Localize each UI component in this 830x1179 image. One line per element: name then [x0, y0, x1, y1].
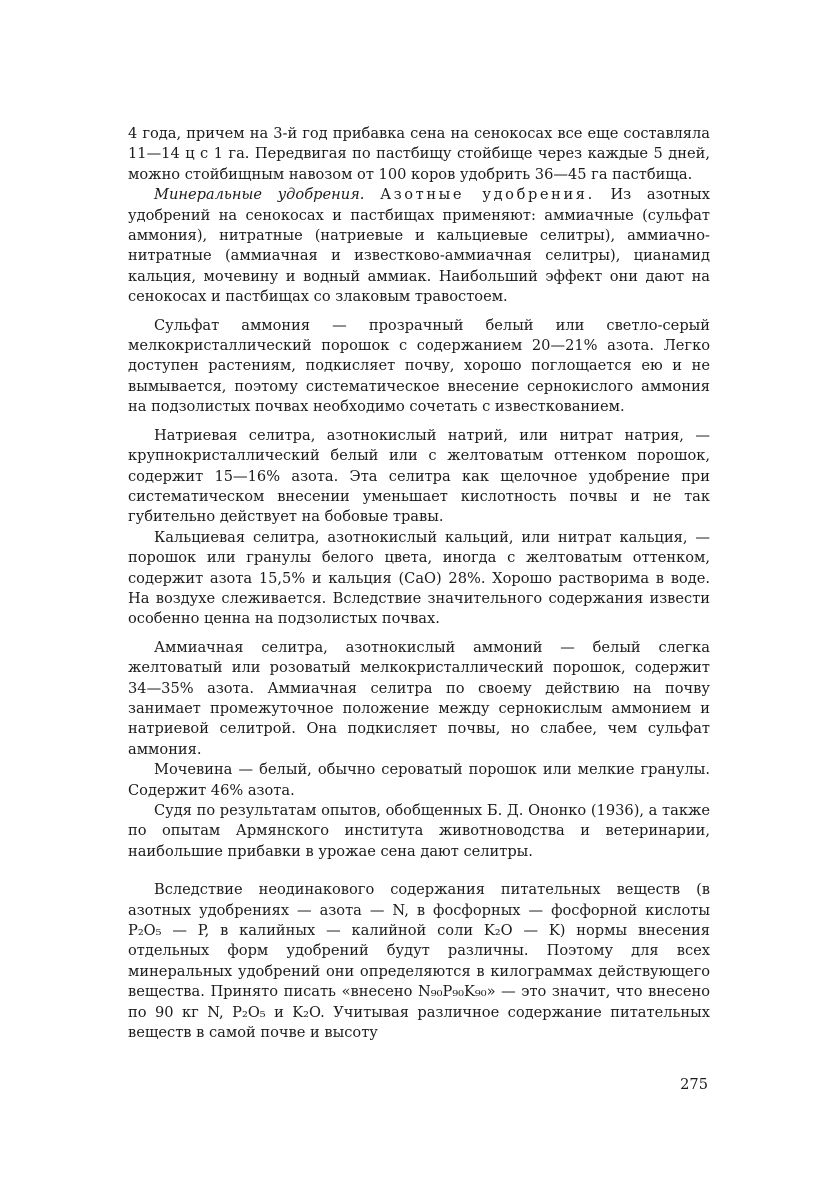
paragraph-ammonium-nitrate: Аммиачная селитра, азотнокислый аммоний — белый слегка желтоватый или розоватый мелкокристаллический порошок, содержит 34—35% азота. Аммиачная селитра по своему действию на почву занимает промежуточное положение между сернокислым аммонием и натриевой селитрой. Она подкисляет почвы, но слабее, чем сульфат аммония. [128, 638, 710, 758]
paragraph-ammonium-sulfate: Сульфат аммония — прозрачный белый или светло-серый мелкокристаллический порошок с содержанием 20—21% азота. Легко доступен растениям, подкисляет почву, хорошо поглощается ею и не вымывается, поэтому систематическое внесение сернокислого аммония на подзолистых почвах необходимо сочетать с известкованием. [128, 316, 710, 416]
page-body [128, 124, 710, 1114]
paragraph-text: Из азотных удобрений на сенокосах и пастбищах применяют: аммиачные (сульфат аммония), нитратные (натриевые и кальциевые селитры), аммиачно-нитратные (аммиачная и известково-аммиачная селитры), цианамид кальция, мочевину и водный аммиак. Наибольший эффект они дают на сенокосах и пастбищах со злаковым травостоем. [128, 186, 710, 306]
section-heading-mineral-fertilizers: Минеральные удобрения. [154, 186, 365, 204]
paragraph-nitrogen-fertilizers [128, 185, 710, 307]
paragraph-calcium-nitrate: Кальциевая селитра, азотнокислый кальций, или нитрат кальция, — порошок или гранулы белого цвета, иногда с желтоватым оттенком, содержит азота 15,5% и кальция (СаО) 28%. Хорошо растворима в воде. На воздухе слеживается. Вследствие значительного содержания извести особенно ценна на подзолистых почвах. [128, 528, 710, 628]
paragraph-nutrient-content: Вследствие неодинакового содержания питательных веществ (в азотных удобрениях — азота — N, в фосфорных — фосфорной кислоты P₂O₅ — P, в калийных — калийной соли K₂O — K) нормы внесения отдельных форм удобрений будут различны. Поэтому для всех минеральных удобрений они определяются в килограммах действующего вещества. Принято писать «внесено N₉₀P₉₀K₉₀» — это значит, что внесено по 90 кг N, P₂O₅ и K₂O. Учитывая различное содержание питательных веществ в самой почве и высоту [128, 881, 710, 1042]
paragraph-experiment-results: Судя по результатам опытов, обобщенных Б. Д. Ононко (1936), а также по опытам Армянского института животноводства и ветеринарии, наибольшие прибавки в урожае сена дают селитры. [128, 802, 710, 860]
paragraph-urea: Мочевина — белый, обычно сероватый порошок или мелкие гранулы. Содержит 46% азота. [128, 761, 710, 799]
paragraph-continuation: 4 года, причем на 3-й год прибавка сена на сенокосах все еще составляла 11—14 ц с 1 га. Передвигая по пастбищу стойбище через каждые 5 дней, можно стойбищным навозом от 100 коров удобрить 36—45 га пастбища. [128, 125, 710, 183]
subheading-nitrogen-fertilizers: Азотные удобрения. [380, 186, 595, 204]
paragraph-sodium-nitrate: Натриевая селитра, азотнокислый натрий, или нитрат натрия, — крупнокристаллический белый или с желтоватым оттенком порошок, содержит 15—16% азота. Эта селитра как щелочное удобрение при систематическом внесении уменьшает кислотность почвы и не так губительно действует на бобовые травы. [128, 426, 710, 526]
page-number: 275 [680, 1076, 708, 1093]
